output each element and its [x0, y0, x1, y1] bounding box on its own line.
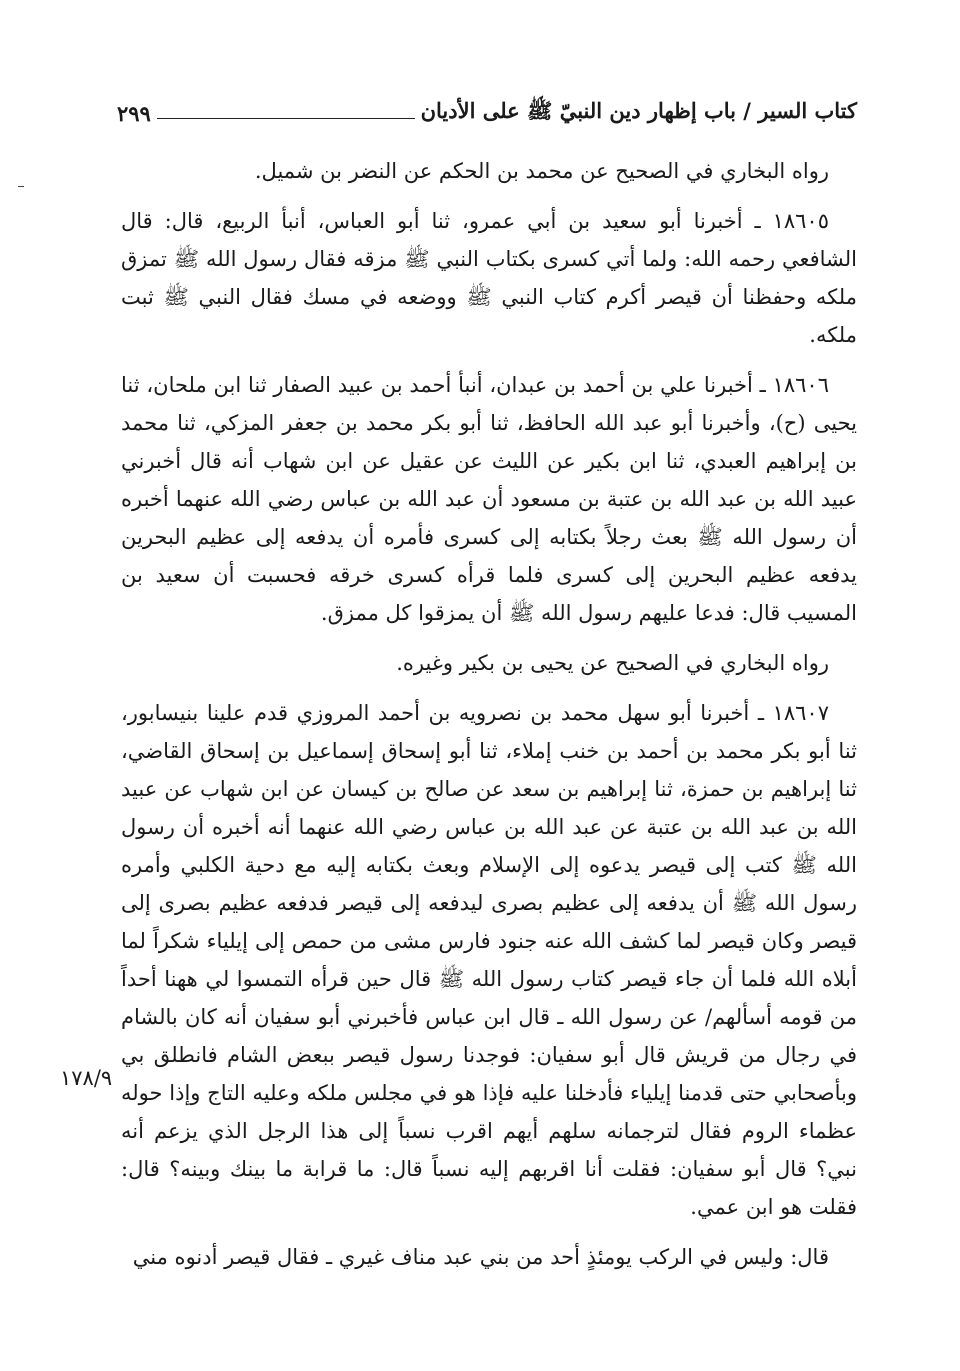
running-header — [117, 96, 857, 130]
paragraph: رواه البخاري في الصحيح عن يحيى بن بكير وغيره. — [396, 651, 829, 675]
paragraph: ١٨٦٠٦ ـ أخبرنا علي بن أحمد بن عبدان، أنبأ أحمد بن عبيد الصفار ثنا ابن ملحان، ثنا يحيى (ح)، وأخبرنا أبو عبد الله الحافظ، ثنا أبو بكر محمد بن جعفر المزكي، ثنا محمد بن إبراهيم العبدي، ثنا ابن بكير عن الليث عن عقيل عن ابن شهاب أنه قال أخبرني عبيد الله بن عبد الله بن عتبة بن مسعود أن عبد الله بن عباس رضي الله عنهما أخبره أن رسول الله ﷺ بعث رجلاً بكتابه إلى كسرى فأمره أن يدفعه إلى عظيم البحرين يدفعه عظيم البحرين إلى كسرى فلما قرأه كسرى خرقه فحسبت أن سعيد بن المسيب قال: فدعا عليهم رسول الله ﷺ أن يمزقوا كل ممزق. — [121, 373, 857, 625]
page-number: ٢٩٩ — [117, 100, 151, 126]
scan-mark — [18, 186, 24, 187]
paragraph: ١٨٦٠٧ ـ أخبرنا أبو سهل محمد بن نصرويه بن أحمد المروزي قدم علينا بنيسابور، ثنا أبو بكر محمد بن أحمد بن خنب إملاء، ثنا أبو إسحاق إسماعيل بن إسحاق القاضي، ثنا إبراهيم بن حمزة، ثنا إبراهيم بن سعد عن صالح بن كيسان عن ابن شهاب عن عبيد الله بن عبد الله بن عتبة عن عبد الله بن عباس رضي الله عنهما أنه أخبره أن رسول الله ﷺ كتب إلى قيصر يدعوه إلى الإسلام وبعث بكتابه إليه مع دحية الكلبي وأمره رسول الله ﷺ أن يدفعه إلى عظيم بصرى ليدفعه إلى قيصر فدفعه عظيم بصرى إلى قيصر وكان قيصر لما كشف الله عنه جنود فارس مشى من حمص إلى إيلياء شكراً لما أبلاه الله فلما أن جاء قيصر كتاب رسول الله ﷺ قال حين قرأه التمسوا لي ههنا أحداً من قومه أسألهم/ عن رسول الله ـ قال ابن عباس فأخبرني أبو سفيان أنه كان بالشام في رجال من قريش قال أبو سفيان: فوجدنا رسول قيصر ببعض الشام فانطلق بي وبأصحابي حتى قدمنا إيلياء فأدخلنا عليه فإذا هو في مجلس ملكه وعليه التاج وإذا حوله عظماء الروم فقال لترجمانه سلهم أيهم اقرب نسباً إلى هذا الرجل الذي يزعم أنه نبي؟ قال أبو سفيان: فقلت أنا اقربهم إليه نسباً قال: ما قرابة ما بينك وبينه؟ قال: فقلت هو ابن عمي. — [121, 701, 857, 1219]
header-rule — [157, 118, 415, 119]
paragraph: رواه البخاري في الصحيح عن محمد بن الحكم عن النضر بن شميل. — [254, 159, 829, 183]
main-text — [121, 152, 857, 1288]
margin-reference: ١٧٨/٩ — [60, 1066, 113, 1090]
paragraph: ١٨٦٠٥ ـ أخبرنا أبو سعيد بن أبي عمرو، ثنا أبو العباس، أنبأ الربيع، قال: قال الشافعي رحمه الله: ولما أتي كسرى بكتاب النبي ﷺ مزقه فقال رسول الله ﷺ تمزق ملكه وحفظنا أن قيصر أكرم كتاب النبي ﷺ ووضعه في مسك فقال النبي ﷺ ثبت ملكه. — [121, 209, 857, 347]
paragraph: قال: وليس في الركب يومئذٍ أحد من بني عبد مناف غيري ـ فقال قيصر أدنوه مني — [132, 1245, 829, 1269]
header-title: كتاب السير / باب إظهار دين النبيّ ﷺ على الأديان — [420, 97, 857, 123]
